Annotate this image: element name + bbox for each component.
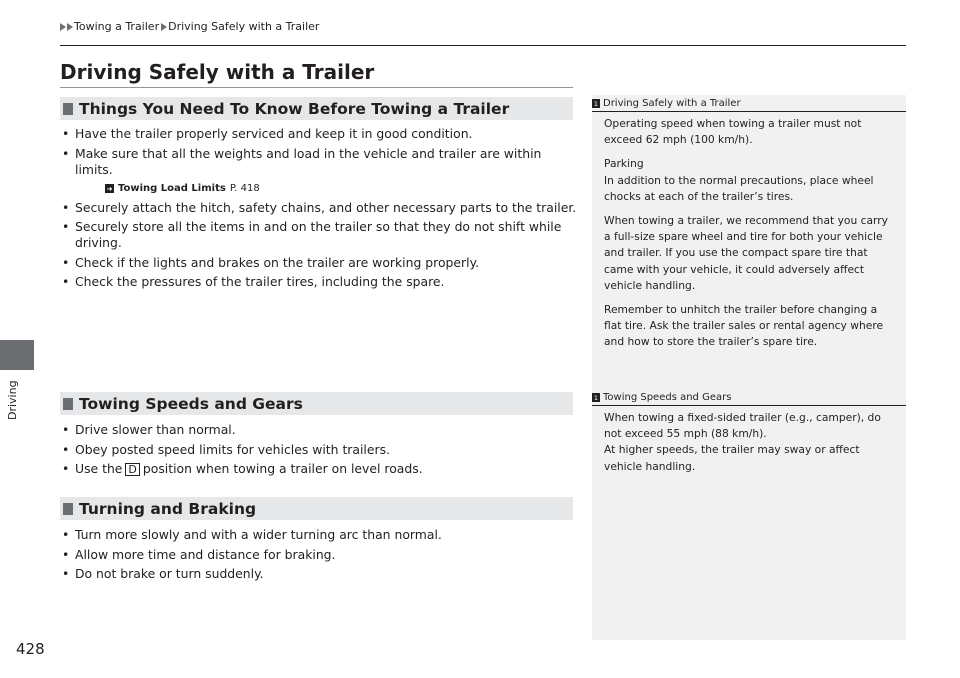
speeds-gears-list <box>60 422 580 481</box>
section-square-icon <box>63 103 73 115</box>
list-item: • Securely attach the hitch, safety chains, and other necessary parts to the trailer. <box>60 200 580 216</box>
note-body <box>592 112 906 351</box>
list-item: • Allow more time and distance for braking. <box>60 547 580 563</box>
note-paragraph: Operating speed when towing a trailer must not exceed 62 mph (100 km/h). <box>604 117 862 147</box>
note-title: Driving Safely with a Trailer <box>603 98 741 109</box>
note-driving-safely <box>592 96 906 359</box>
list-item: • Do not brake or turn suddenly. <box>60 566 580 582</box>
note-subheading: Parking <box>604 157 644 171</box>
note-paragraph: In addition to the normal precautions, place wheel chocks at each of the trailer’s tires. <box>604 173 874 203</box>
list-item <box>60 146 580 196</box>
section-square-icon <box>63 398 73 410</box>
list-item: • Have the trailer properly serviced and keep it in good condition. <box>60 126 580 142</box>
section-heading-before-towing <box>60 97 573 120</box>
list-item: • Securely store all the items in and on the trailer so that they do not shift while driving. <box>60 219 580 251</box>
note-header <box>592 390 906 406</box>
before-towing-list <box>60 126 580 294</box>
cross-reference[interactable] <box>105 182 580 196</box>
breadcrumb <box>60 20 319 33</box>
side-tab <box>0 340 34 370</box>
reference-label[interactable]: Towing Load Limits <box>118 182 226 194</box>
gear-text-before: Use the <box>75 461 123 476</box>
title-rule <box>60 87 573 88</box>
section-square-icon <box>63 503 73 515</box>
page-title: Driving Safely with a Trailer <box>60 60 375 84</box>
list-item: • Drive slower than normal. <box>60 422 580 438</box>
note-marker-icon: 1 <box>593 393 599 402</box>
breadcrumb-item-current: Driving Safely with a Trailer <box>168 20 320 33</box>
list-item: • Turn more slowly and with a wider turning arc than normal. <box>60 527 580 543</box>
note-paragraph: When towing a fixed-sided trailer (e.g., camper), do not exceed 55 mph (88 km/h). <box>604 411 881 441</box>
header-rule <box>60 45 906 46</box>
note-paragraph: At higher speeds, the trailer may sway or affect vehicle handling. <box>604 443 860 473</box>
list-item: • Check if the lights and brakes on the trailer are working properly. <box>60 255 580 271</box>
list-item: • Obey posted speed limits for vehicles with trailers. <box>60 442 580 458</box>
side-tab-label: Driving <box>6 380 19 420</box>
list-item: • Check the pressures of the trailer tires, including the spare. <box>60 274 580 290</box>
reference-arrow-icon: ➜ <box>106 184 113 193</box>
section-heading-turning-braking <box>60 497 573 520</box>
section-heading-text: Turning and Braking <box>79 499 257 518</box>
section-heading-text: Things You Need To Know Before Towing a Trailer <box>79 99 510 118</box>
breadcrumb-arrow-icon <box>60 23 66 31</box>
section-heading-speeds-gears <box>60 392 573 415</box>
note-paragraph: When towing a trailer, we recommend that you carry a full-size spare wheel and tire for both your vehicle and trailer. If you use the compact spare tire that came with your vehicle, it could adversely affect vehicle handling. <box>604 214 888 292</box>
gear-text-after: position when towing a trailer on level roads. <box>142 461 423 476</box>
note-body <box>592 406 906 475</box>
list-item-text: Make sure that all the weights and load in the vehicle and trailer are within limits. <box>75 145 542 177</box>
breadcrumb-arrow-icon <box>67 23 73 31</box>
note-header <box>592 96 906 112</box>
page-number: 428 <box>16 640 45 658</box>
note-paragraph: Remember to unhitch the trailer before changing a flat tire. Ask the trailer sales or rental agency where and how to store the trailer’s spare tire. <box>604 303 884 349</box>
note-marker-icon: 1 <box>593 99 599 108</box>
reference-page: P. 418 <box>229 182 260 194</box>
note-title: Towing Speeds and Gears <box>603 392 732 403</box>
note-towing-speeds <box>592 390 906 483</box>
section-heading-text: Towing Speeds and Gears <box>79 394 303 413</box>
breadcrumb-item-towing[interactable]: Towing a Trailer <box>74 20 160 33</box>
turning-braking-list <box>60 527 580 586</box>
list-item <box>60 461 580 477</box>
gear-d-indicator: D <box>125 463 139 476</box>
breadcrumb-arrow-icon <box>161 23 167 31</box>
